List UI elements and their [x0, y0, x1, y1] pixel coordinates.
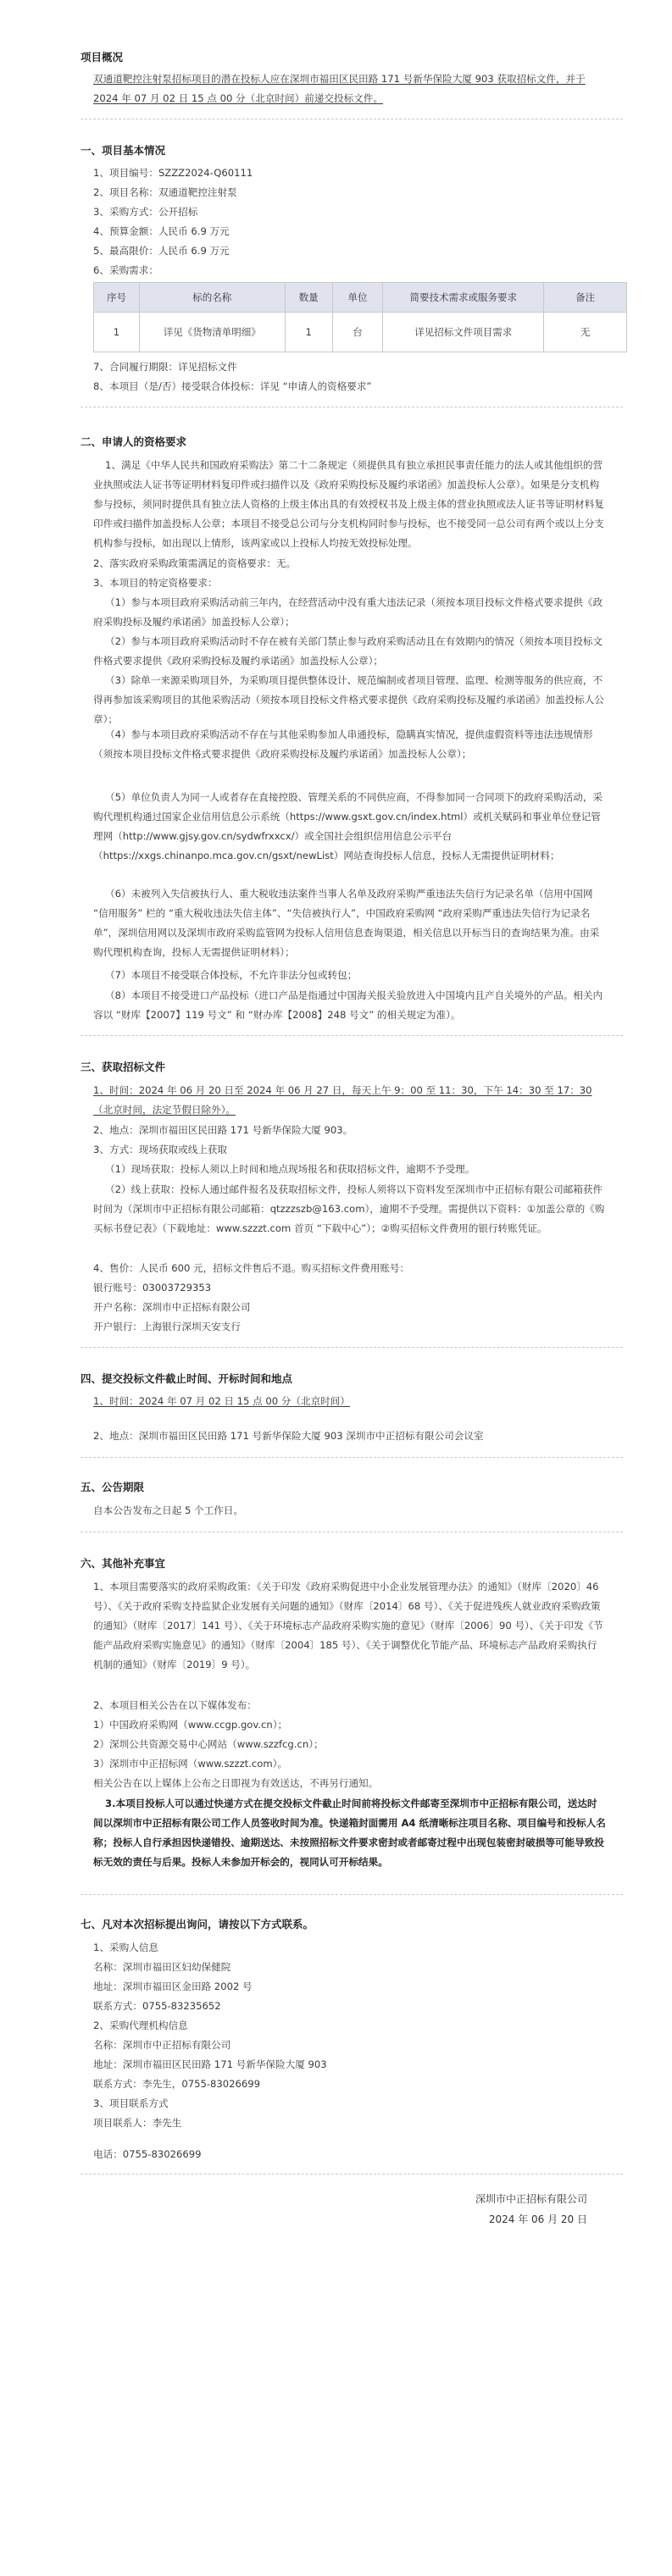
agency-name: 名称：深圳市中正招标有限公司	[93, 2039, 231, 2051]
requirements-table	[93, 282, 627, 352]
media-note: 相关公告在以上媒体上公布之日即视为有效送达，不再另行通知。	[93, 1777, 379, 1789]
section-3-heading: 三、获取招标文件	[81, 1061, 166, 1073]
consortium-bid: 8、本项目（是/否）接受联合体投标：详见 “申请人的资格要求”	[93, 380, 372, 392]
bank-name: 开户银行：上海银行深圳天安支行	[93, 1321, 241, 1332]
col-header: 简要技术需求或服务要求	[383, 283, 544, 313]
section-2-heading: 二、申请人的资格要求	[81, 435, 187, 448]
bank-account-name: 开户名称：深圳市中正招标有限公司	[93, 1301, 251, 1313]
acquire-price: 4、售价：人民币 600 元，招标文件售后不退。购买招标文件费用账号：	[93, 1262, 410, 1274]
col-header: 数量	[285, 283, 332, 313]
project-contact-heading: 3、项目联系方式	[93, 2097, 169, 2109]
section-7-heading: 七、凡对本次招标提出询问，请按以下方式联系。	[81, 1918, 314, 1931]
divider	[81, 1894, 623, 1895]
media-item: 1）中国政府采购网（www.ccgp.gov.cn）；	[93, 1719, 288, 1731]
qualification-3-1: （1）参与本项目政府采购活动前三年内，在经营活动中没有重大违法记录（须按本项目投标文件格式要求提供《政府采购投标及履约承诺函》加盖投标人公章）；	[93, 596, 603, 628]
table-cell: 1	[94, 313, 140, 352]
col-header: 单位	[332, 283, 383, 313]
deadline-time: 1、时间：2024 年 07 月 02 日 15 点 00 分（北京时间）	[93, 1395, 350, 1407]
qualification-3: 3、本项目的特定资格要求：	[93, 577, 218, 589]
qualification-3-5: （5）单位负责人为同一人或者存在直接控股、管理关系的不同供应商，不得参加同一合同项下的政府采购活动，采购代理机构通过国家企业信用信息公示系统（https://www.gsxt.gov.cn/index.html）或机关赋码和事业单位登记管理网（http://www.gjsy.gov.cn/sydwfrxxcx/）或全国社会组织信用信息公示平台（https://xxgs.chinanpo.mca.gov.cn/gsxt/newList）网站查询投标人信息，投标人无需提供证明材料；	[93, 791, 603, 861]
divider	[81, 1347, 623, 1348]
qualification-1: 1、满足《中华人民共和国政府采购法》第二十二条规定（须提供具有独立承担民事责任能力的法人或其他组织的营业执照或法人证书等证明材料复印件或扫描件以及《政府采购投标及履约承诺函》加盖投标人公章）。如果是分支机构参与投标，须同时提供具有独立法人资格的上级主体出具的有效授权书及上级主体的营业执照或法人证书等证明材料复印件或扫描件加盖投标人公章；本项目不接受总公司与分支机构同时参与投标，也不接受同一总公司有两个或以上分支机构参与投标，如出现以上情形，该两家或以上投标人均按无效投标处理。	[93, 459, 604, 549]
courier-notice: 3.本项目投标人可以通过快递方式在提交投标文件截止时间前将投标文件邮寄至深圳市中正招标有限公司，送达时间以深圳市中正招标有限公司工作人员签收时间为准。快递箱封面需用 A4 纸清晰标注项目名称、项目编号和投标人名称；投标人自行承担因快递错投、逾期送达、未按照招标文件要求密封或者邮寄过程中出现包装密封破损等可能导致投标无效的责任与后果。投标人未参加开标会的，视同认可开标结果。	[93, 1798, 606, 1868]
acquire-method: 3、方式：现场获取或线上获取	[93, 1144, 228, 1155]
acquire-time: 1、时间：2024 年 06 月 20 日至 2024 年 06 月 27 日，每天上午 9：00 至 11：30，下午 14：30 至 17：30（北京时间，法定节假日除外）。	[93, 1084, 592, 1116]
qualification-3-8: （8）本项目不接受进口产品投标（进口产品是指通过中国海关报关验放进入中国境内且产自关境外的产品。相关内容以 “财库【2007】119 号文” 和 “财办库【2008】248 号文” 的相关规定为准）。	[93, 989, 603, 1021]
signature-block	[475, 2189, 587, 2230]
project-number: 1、项目编号：SZZZ2024-Q60111	[93, 167, 253, 179]
qualification-3-4: （4）参与本项目政府采购活动不存在与其他采购参加人串通投标，隐瞒真实情况，提供虚假资料等违法违规情形（须按本项目投标文件格式要求提供《政府采购投标及履约承诺函》加盖投标人公章）；	[93, 728, 593, 760]
qualification-3-2: （2）参与本项目政府采购活动时不存在被有关部门禁止参与政府采购活动且在有效期内的情况（须按本项目投标文件格式要求提供《政府采购投标及履约承诺函》加盖投标人公章）；	[93, 635, 603, 667]
project-contact-person: 项目联系人：李先生	[93, 2117, 182, 2129]
purchaser-address: 地址：深圳市福田区金田路 2002 号	[93, 1980, 253, 1992]
section-6-heading: 六、其他补充事宜	[81, 1557, 166, 1570]
table-cell: 详见《货物清单明细》	[139, 313, 285, 352]
contract-period: 7、合同履行期限：详见招标文件	[93, 361, 237, 373]
opening-location: 2、地点：深圳市福田区民田路 171 号新华保险大厦 903 深圳市中正招标有限公司会议室	[93, 1430, 484, 1442]
purchaser-heading: 1、采购人信息	[93, 1942, 158, 1953]
purchaser-name: 名称：深圳市福田区妇幼保健院	[93, 1961, 231, 1973]
project-contact-phone: 电话：0755-83026699	[93, 2148, 202, 2160]
table-cell: 台	[332, 313, 383, 352]
acquire-onsite: （1）现场获取：投标人须以上时间和地点现场报名和获取招标文件，逾期不予受理。	[105, 1163, 475, 1175]
acquire-online: （2）线上获取：投标人通过邮件报名及获取招标文件，投标人须将以下资料发至深圳市中正招标有限公司邮箱获件时间为（深圳市中正招标有限公司邮箱：qtzzzszb@163.com），逾期不予受理。需提供以下资料：①加盖公章的《购买标书登记表》（下载地址：www.szzzt.com 首页 “下载中心”）；②购买招标文件费用的银行转账凭证。	[93, 1183, 605, 1234]
table-cell: 详见招标文件项目需求	[383, 313, 544, 352]
media-item: 3）深圳市中正招标网（www.szzzt.com）。	[93, 1758, 288, 1770]
agency-contact: 联系方式：李先生，0755-83026699	[93, 2078, 261, 2090]
signature-date: 2024 年 06 月 20 日	[488, 2213, 587, 2225]
qualification-2: 2、落实政府采购政策需满足的资格要求：无。	[93, 557, 297, 569]
table-cell: 1	[285, 313, 332, 352]
overview-heading: 项目概况	[81, 51, 124, 64]
procurement-method: 3、采购方式：公开招标	[93, 206, 198, 218]
policy-text: 1、本项目需要落实的政府采购政策：《关于印发《政府采购促进中小企业发展管理办法》的通知》（财库〔2020〕46 号）、《关于政府采购支持监狱企业发展有关问题的通知》（财库〔2014〕68 号）、《关于促进残疾人就业政府采购政策的通知》（财库〔2017〕141 号）、《关于环境标志产品政府采购实施的意见》（财库〔2006〕90 号）、《关于印发《节能产品政府采购实施意见》的通知》（财库〔2004〕185 号）、《关于调整优化节能产品、环境标志产品政府采购执行机制的通知》（财库〔2019〕9 号）。	[93, 1581, 603, 1670]
section-1-heading: 一、项目基本情况	[81, 144, 166, 157]
agency-address: 地址：深圳市福田区民田路 171 号新华保险大厦 903	[93, 2058, 327, 2070]
requirements-label: 6、采购需求：	[93, 264, 158, 276]
media-item: 2）深圳公共资源交易中心网站（www.szzfcg.cn）；	[93, 1738, 324, 1750]
qualification-3-6: （6）未被列入失信被执行人、重大税收违法案件当事人名单及政府采购严重违法失信行为记录名单（信用中国网 “信用服务” 栏的 “重大税收违法失信主体”、“失信被执行人”，中国政府采购网 “政府采购严重违法失信行为记录名单”，深圳信用网以及深圳市政府采购监管网为投标人信用信息查询渠道，相关信息以开标当日的查询结果为准。由采购代理机构查询，投标人无需提供证明材料）；	[93, 888, 600, 958]
max-price: 5、最高限价：人民币 6.9 万元	[93, 245, 230, 257]
media-heading: 2、本项目相关公告在以下媒体发布：	[93, 1699, 257, 1711]
bank-account: 银行账号：03003729353	[93, 1282, 212, 1294]
project-name: 2、项目名称：双通道靶控注射泵	[93, 186, 237, 198]
col-header: 备注	[544, 283, 627, 313]
table-cell: 无	[544, 313, 627, 352]
section-5-heading: 五、公告期限	[81, 1481, 145, 1493]
qualification-3-3: （3）除单一来源采购项目外，为采购项目提供整体设计、规范编制或者项目管理、监理、检测等服务的供应商，不得再参加该采购项目的其他采购活动（须按本项目投标文件格式要求提供《政府采购投标及履约承诺函》加盖投标人公章）；	[93, 674, 604, 725]
col-header: 序号	[94, 283, 140, 313]
qualification-3-7: （7）本项目不接受联合体投标，不允许非法分包或转包；	[105, 969, 358, 981]
col-header: 标的名称	[139, 283, 285, 313]
acquire-location: 2、地点：深圳市福田区民田路 171 号新华保险大厦 903。	[93, 1124, 353, 1136]
table-header-row	[94, 283, 627, 313]
signature-org: 深圳市中正招标有限公司	[475, 2193, 587, 2205]
section-4-heading: 四、提交投标文件截止时间、开标时间和地点	[81, 1372, 293, 1385]
overview-text: 双通道靶控注射泵招标项目的潜在投标人应在深圳市福田区民田路 171 号新华保险大厦 903 获取招标文件，并于 2024 年 07 月 02 日 15 点 00 分（北京时间）前递交投标文件。	[93, 73, 586, 104]
notice-period: 自本公告发布之日起 5 个工作日。	[93, 1504, 244, 1516]
divider	[81, 1035, 623, 1036]
table-row	[94, 313, 627, 352]
agency-heading: 2、采购代理机构信息	[93, 2019, 188, 2031]
budget-amount: 4、预算金额：人民币 6.9 万元	[93, 225, 230, 237]
divider	[81, 1457, 623, 1458]
purchaser-contact: 联系方式：0755-83235652	[93, 2000, 221, 2012]
